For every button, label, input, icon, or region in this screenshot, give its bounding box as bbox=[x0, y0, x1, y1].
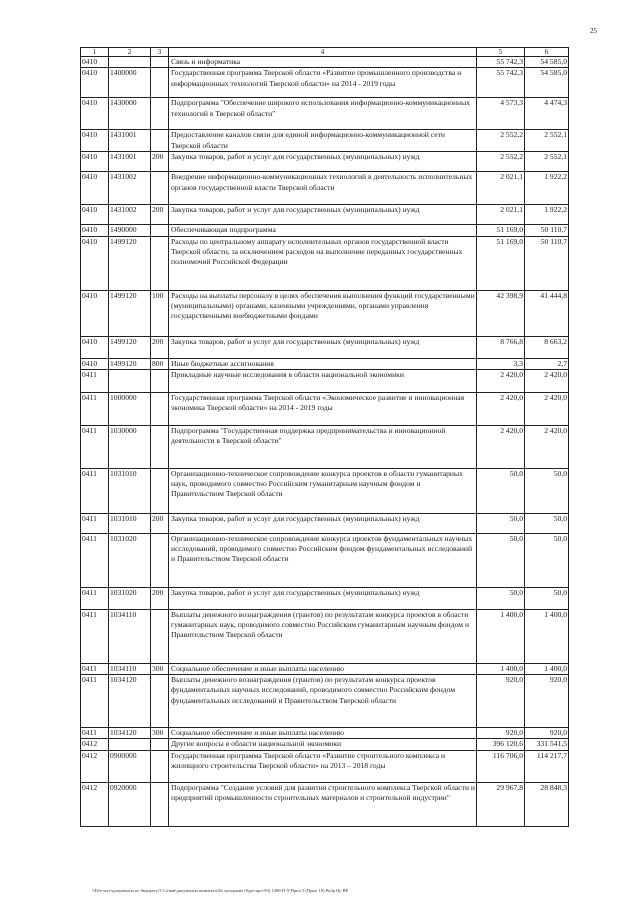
amount-planned-cell: 42 398,9 bbox=[477, 290, 525, 336]
amount-executed-cell: 2,7 bbox=[525, 358, 569, 369]
amount-executed-cell: 2 420,0 bbox=[525, 392, 569, 425]
amount-executed-cell: 1 922,2 bbox=[525, 172, 569, 205]
item-name-cell: Внедрение информационно-коммуникационных технологий в деятельность исполнительных органов государственной власти Тверской области bbox=[169, 172, 477, 205]
expense-type-cell: 300 bbox=[151, 663, 169, 674]
target-code-cell: 1431002 bbox=[109, 172, 151, 205]
section-code-cell: 0410 bbox=[81, 205, 109, 225]
amount-planned-cell: 51 169,0 bbox=[477, 225, 525, 236]
amount-executed-cell: 50,0 bbox=[525, 533, 569, 587]
section-code-cell: 0410 bbox=[81, 68, 109, 98]
item-name-cell: Другие вопросы в области национальной экономики bbox=[169, 739, 477, 750]
header-cell: 3 bbox=[151, 48, 169, 57]
amount-executed-cell: 8 663,2 bbox=[525, 336, 569, 358]
item-name-cell: Организационно-техническое сопровождение конкурса проектов в области гуманитарных наук, проводимого совместно Российским гуманитарным научным фондом и Правительством Тверской области bbox=[169, 468, 477, 513]
budget-table bbox=[80, 47, 569, 827]
item-name-cell: Предоставление каналов связи для единой информационно-коммуникационной сети Тверской области bbox=[169, 130, 477, 152]
section-code-cell: 0410 bbox=[81, 358, 109, 369]
expense-type-cell bbox=[151, 533, 169, 587]
table-row bbox=[81, 533, 569, 587]
table-row bbox=[81, 172, 569, 205]
target-code-cell bbox=[109, 57, 151, 68]
expense-type-cell bbox=[151, 739, 169, 750]
expense-type-cell: 300 bbox=[151, 728, 169, 739]
table-row bbox=[81, 236, 569, 290]
amount-executed-cell: 54 585,0 bbox=[525, 68, 569, 98]
header-cell: 6 bbox=[525, 48, 569, 57]
amount-executed-cell: 920,0 bbox=[525, 675, 569, 728]
expense-type-cell bbox=[151, 369, 169, 392]
table-row bbox=[81, 663, 569, 674]
expense-type-cell bbox=[151, 468, 169, 513]
amount-executed-cell: 1 400,0 bbox=[525, 609, 569, 663]
amount-planned-cell: 50,0 bbox=[477, 468, 525, 513]
target-code-cell: 1031020 bbox=[109, 533, 151, 587]
section-code-cell: 0411 bbox=[81, 369, 109, 392]
amount-executed-cell: 2 552,1 bbox=[525, 130, 569, 152]
expense-type-cell bbox=[151, 57, 169, 68]
expense-type-cell: 200 bbox=[151, 587, 169, 609]
item-name-cell: Подпрограмма "Обеспечение широкого использования информационно-коммуникационных технологий в Тверской области" bbox=[169, 98, 477, 130]
amount-planned-cell: 4 573,3 bbox=[477, 98, 525, 130]
amount-executed-cell: 4 474,3 bbox=[525, 98, 569, 130]
amount-executed-cell: 331 541,5 bbox=[525, 739, 569, 750]
item-name-cell: Выплаты денежного вознаграждения (грантов) по результатам конкурса проектов в области гуманитарных наук, проводимого совместно Российским гуманитарным научным фондом и Правительством Тверской области bbox=[169, 609, 477, 663]
table-row bbox=[81, 205, 569, 225]
section-code-cell: 0411 bbox=[81, 587, 109, 609]
target-code-cell: 1000000 bbox=[109, 392, 151, 425]
target-code-cell: 1499120 bbox=[109, 236, 151, 290]
target-code-cell: 1034120 bbox=[109, 728, 151, 739]
section-code-cell: 0411 bbox=[81, 392, 109, 425]
section-code-cell: 0412 bbox=[81, 739, 109, 750]
item-name-cell: Государственная программа Тверской области «Развитие строительного комплекса и жилищного строительства Тверской области» на 2013 – 2018 годы bbox=[169, 750, 477, 782]
item-name-cell: Расходы на выплаты персоналу в целях обеспечения выполнения функций государственными (муниципальными) органами, казенными учреждениями, органами управления государственными внебюджетными фондами bbox=[169, 290, 477, 336]
table-row bbox=[81, 358, 569, 369]
amount-executed-cell: 54 585,0 bbox=[525, 57, 569, 68]
target-code-cell: 1400000 bbox=[109, 68, 151, 98]
amount-planned-cell: 2 420,0 bbox=[477, 392, 525, 425]
expense-type-cell bbox=[151, 392, 169, 425]
expense-type-cell bbox=[151, 172, 169, 205]
amount-planned-cell: 51 169,0 bbox=[477, 236, 525, 290]
target-code-cell bbox=[109, 739, 151, 750]
table-row bbox=[81, 609, 569, 663]
target-code-cell: 1034120 bbox=[109, 675, 151, 728]
amount-planned-cell: 2 552,2 bbox=[477, 152, 525, 172]
table-row bbox=[81, 728, 569, 739]
target-code-cell: 1431001 bbox=[109, 152, 151, 172]
target-code-cell: 1034110 bbox=[109, 609, 151, 663]
amount-executed-cell: 50 110,7 bbox=[525, 225, 569, 236]
table-row bbox=[81, 290, 569, 336]
target-code-cell: 1499120 bbox=[109, 336, 151, 358]
header-cell: 4 bbox=[169, 48, 477, 57]
header-cell: 5 bbox=[477, 48, 525, 57]
amount-executed-cell: 2 420,0 bbox=[525, 425, 569, 468]
section-code-cell: 0411 bbox=[81, 468, 109, 513]
table-row bbox=[81, 750, 569, 782]
item-name-cell: Связь и информатика bbox=[169, 57, 477, 68]
expense-type-cell bbox=[151, 68, 169, 98]
item-name-cell: Закупка товаров, работ и услуг для государственных (муниципальных) нужд bbox=[169, 152, 477, 172]
expense-type-cell bbox=[151, 750, 169, 782]
item-name-cell: Закупка товаров, работ и услуг для государственных (муниципальных) нужд bbox=[169, 513, 477, 533]
target-code-cell: 1431001 bbox=[109, 130, 151, 152]
section-code-cell: 0412 bbox=[81, 750, 109, 782]
target-code-cell bbox=[109, 369, 151, 392]
amount-executed-cell: 28 848,3 bbox=[525, 782, 569, 826]
section-code-cell: 0410 bbox=[81, 336, 109, 358]
target-code-cell: 1030000 bbox=[109, 425, 151, 468]
expense-type-cell bbox=[151, 225, 169, 236]
item-name-cell: Организационно-техническое сопровождение конкурса проектов фундаментальных научных исследований, проводимого совместно Российским фондом фундаментальных исследований и Правительством Тверской области bbox=[169, 533, 477, 587]
amount-executed-cell: 50,0 bbox=[525, 468, 569, 513]
item-name-cell: Обеспечивающая подпрограмма bbox=[169, 225, 477, 236]
item-name-cell: Иные бюджетные ассигнования bbox=[169, 358, 477, 369]
section-code-cell: 0410 bbox=[81, 172, 109, 205]
amount-planned-cell: 1 400,0 bbox=[477, 663, 525, 674]
item-name-cell: Социальное обеспечение и иные выплаты населению bbox=[169, 663, 477, 674]
table-row bbox=[81, 130, 569, 152]
item-name-cell: Социальное обеспечение и иные выплаты населению bbox=[169, 728, 477, 739]
target-code-cell: 0900000 bbox=[109, 750, 151, 782]
section-code-cell: 0411 bbox=[81, 425, 109, 468]
amount-planned-cell: 50,0 bbox=[477, 587, 525, 609]
page-number: 25 bbox=[590, 27, 597, 35]
target-code-cell: 1490000 bbox=[109, 225, 151, 236]
expense-type-cell bbox=[151, 609, 169, 663]
amount-executed-cell: 920,0 bbox=[525, 728, 569, 739]
target-code-cell: 1431002 bbox=[109, 205, 151, 225]
amount-planned-cell: 3,3 bbox=[477, 358, 525, 369]
amount-executed-cell: 50 110,7 bbox=[525, 236, 569, 290]
amount-planned-cell: 50,0 bbox=[477, 533, 525, 587]
section-code-cell: 0410 bbox=[81, 57, 109, 68]
table-row bbox=[81, 68, 569, 98]
table-row bbox=[81, 392, 569, 425]
expense-type-cell bbox=[151, 130, 169, 152]
amount-executed-cell: 50,0 bbox=[525, 513, 569, 533]
amount-executed-cell: 1 400,0 bbox=[525, 663, 569, 674]
expense-type-cell: 200 bbox=[151, 513, 169, 533]
table-row bbox=[81, 513, 569, 533]
amount-planned-cell: 55 742,3 bbox=[477, 57, 525, 68]
amount-planned-cell: 920,0 bbox=[477, 728, 525, 739]
item-name-cell: Государственная программа Тверской области «Развитие промышленного производства и информационных технологий Тверской области» на 2014 - 2019 годы bbox=[169, 68, 477, 98]
expense-type-cell bbox=[151, 98, 169, 130]
header-cell: 2 bbox=[109, 48, 151, 57]
item-name-cell: Подпрограмма "Государственная поддержка предпринимательства и инновационной деятельности в Тверской области" bbox=[169, 425, 477, 468]
target-code-cell: 0920000 bbox=[109, 782, 151, 826]
table-row bbox=[81, 425, 569, 468]
section-code-cell: 0411 bbox=[81, 609, 109, 663]
section-code-cell: 0411 bbox=[81, 533, 109, 587]
amount-executed-cell: 41 444,8 bbox=[525, 290, 569, 336]
expense-type-cell: 200 bbox=[151, 336, 169, 358]
table-row bbox=[81, 152, 569, 172]
section-code-cell: 0410 bbox=[81, 225, 109, 236]
section-code-cell: 0411 bbox=[81, 728, 109, 739]
table-row bbox=[81, 468, 569, 513]
section-code-cell: 0410 bbox=[81, 236, 109, 290]
table-row bbox=[81, 98, 569, 130]
table-row bbox=[81, 587, 569, 609]
table-row bbox=[81, 369, 569, 392]
section-code-cell: 0412 bbox=[81, 782, 109, 826]
item-name-cell: Закупка товаров, работ и услуг для государственных (муниципальных) нужд bbox=[169, 587, 477, 609]
amount-planned-cell: 396 120,6 bbox=[477, 739, 525, 750]
target-code-cell: 1499120 bbox=[109, 358, 151, 369]
expense-type-cell bbox=[151, 782, 169, 826]
amount-planned-cell: 2 420,0 bbox=[477, 425, 525, 468]
item-name-cell: Выплаты денежного вознаграждения (грантов) по результатам конкурса проектов фундаментальных научных исследований, проводимого совместно Российским фондом фундаментальных исследований и Правительством Тверской области bbox=[169, 675, 477, 728]
table-row bbox=[81, 782, 569, 826]
target-code-cell: 1031020 bbox=[109, 587, 151, 609]
section-code-cell: 0410 bbox=[81, 152, 109, 172]
expense-type-cell bbox=[151, 236, 169, 290]
item-name-cell: Государственная программа Тверской области «Экономическое развитие и инновационная экономика Тверской области» на 2014 - 2019 годы bbox=[169, 392, 477, 425]
amount-planned-cell: 29 967,8 bbox=[477, 782, 525, 826]
section-code-cell: 0411 bbox=[81, 675, 109, 728]
header-row bbox=[81, 48, 569, 57]
header-cell: 1 bbox=[81, 48, 109, 57]
section-code-cell: 0411 bbox=[81, 513, 109, 533]
target-code-cell: 1034110 bbox=[109, 663, 151, 674]
amount-executed-cell: 1 922,2 bbox=[525, 205, 569, 225]
amount-planned-cell: 55 742,3 bbox=[477, 68, 525, 98]
section-code-cell: 0410 bbox=[81, 290, 109, 336]
table-row bbox=[81, 739, 569, 750]
item-name-cell: Подпрограмма "Создание условий для развития строительного комплекса Тверской области и предприятий промышленности строительных материалов и строительной индустрии" bbox=[169, 782, 477, 826]
amount-planned-cell: 8 766,8 bbox=[477, 336, 525, 358]
section-code-cell: 0411 bbox=[81, 663, 109, 674]
amount-planned-cell: 2 021,1 bbox=[477, 205, 525, 225]
item-name-cell: Закупка товаров, работ и услуг для государственных (муниципальных) нужд bbox=[169, 205, 477, 225]
amount-planned-cell: 1 400,0 bbox=[477, 609, 525, 663]
expense-type-cell: 200 bbox=[151, 152, 169, 172]
amount-planned-cell: 116 706,0 bbox=[477, 750, 525, 782]
item-name-cell: Расходы по центральному аппарату исполнительных органов государственной власти Тверской области, за исключением расходов на выполнение переданных государственных полномочий Российской Федерации bbox=[169, 236, 477, 290]
expense-type-cell: 800 bbox=[151, 358, 169, 369]
expense-type-cell: 200 bbox=[151, 205, 169, 225]
table-row bbox=[81, 57, 569, 68]
amount-planned-cell: 50,0 bbox=[477, 513, 525, 533]
target-code-cell: 1430000 bbox=[109, 98, 151, 130]
item-name-cell: Прикладные научные исследования в области национальной экономики bbox=[169, 369, 477, 392]
target-code-cell: 1031010 bbox=[109, 468, 151, 513]
table-row bbox=[81, 675, 569, 728]
file-path-footer: \\File-serv\документы по бюджету\3 Созыв\документы комитета\26 заседание (бург\про\56) 1496-П-5\Прил 5 (Прил 10) Ра3р Цс ВР bbox=[92, 888, 349, 893]
expense-type-cell: 100 bbox=[151, 290, 169, 336]
section-code-cell: 0410 bbox=[81, 98, 109, 130]
amount-planned-cell: 2 552,2 bbox=[477, 130, 525, 152]
expense-type-cell bbox=[151, 675, 169, 728]
item-name-cell: Закупка товаров, работ и услуг для государственных (муниципальных) нужд bbox=[169, 336, 477, 358]
amount-executed-cell: 50,0 bbox=[525, 587, 569, 609]
target-code-cell: 1499120 bbox=[109, 290, 151, 336]
table-row bbox=[81, 225, 569, 236]
amount-executed-cell: 114 217,7 bbox=[525, 750, 569, 782]
table-row bbox=[81, 336, 569, 358]
section-code-cell: 0410 bbox=[81, 130, 109, 152]
amount-planned-cell: 920,0 bbox=[477, 675, 525, 728]
amount-planned-cell: 2 021,1 bbox=[477, 172, 525, 205]
amount-planned-cell: 2 420,0 bbox=[477, 369, 525, 392]
amount-executed-cell: 2 552,1 bbox=[525, 152, 569, 172]
expense-type-cell bbox=[151, 425, 169, 468]
amount-executed-cell: 2 420,0 bbox=[525, 369, 569, 392]
target-code-cell: 1031010 bbox=[109, 513, 151, 533]
